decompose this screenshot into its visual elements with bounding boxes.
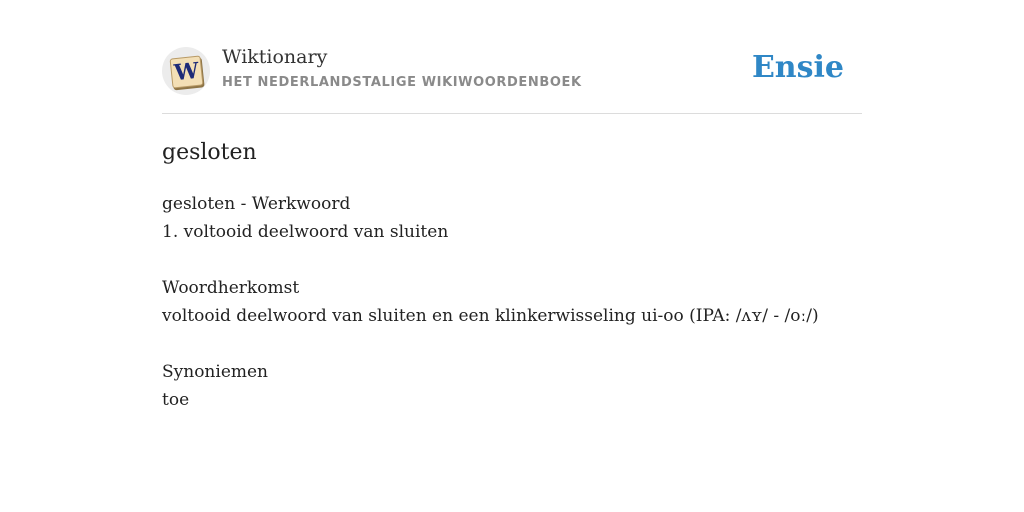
section-spacer [162, 246, 862, 274]
entry-body [162, 190, 862, 414]
wiktionary-logo[interactable] [162, 47, 210, 95]
section-heading-woordherkomst: Woordherkomst [162, 278, 300, 298]
section-text-etymology: voltooid deelwoord van sluiten en een klinkerwisseling ui-oo (IPA: /ʌʏ/ - /oː/) [162, 306, 819, 326]
section-spacer [162, 330, 862, 358]
entry-title: gesloten [162, 140, 257, 165]
section-heading-synoniemen: Synoniemen [162, 362, 269, 382]
section-text-definition: 1. voltooid deelwoord van sluiten [162, 222, 449, 242]
site-tagline: HET NEDERLANDSTALIGE WIKIWOORDENBOEK [222, 75, 582, 90]
entry-content [162, 136, 862, 414]
ensie-brand-link[interactable]: Ensie [751, 50, 844, 85]
section-heading-werkwoord: gesloten - Werkwoord [162, 194, 351, 214]
site-name[interactable]: Wiktionary [222, 46, 328, 68]
section-text-synonyms: toe [162, 390, 190, 410]
wiktionary-tile-icon: W [170, 55, 204, 88]
site-header [162, 46, 862, 114]
